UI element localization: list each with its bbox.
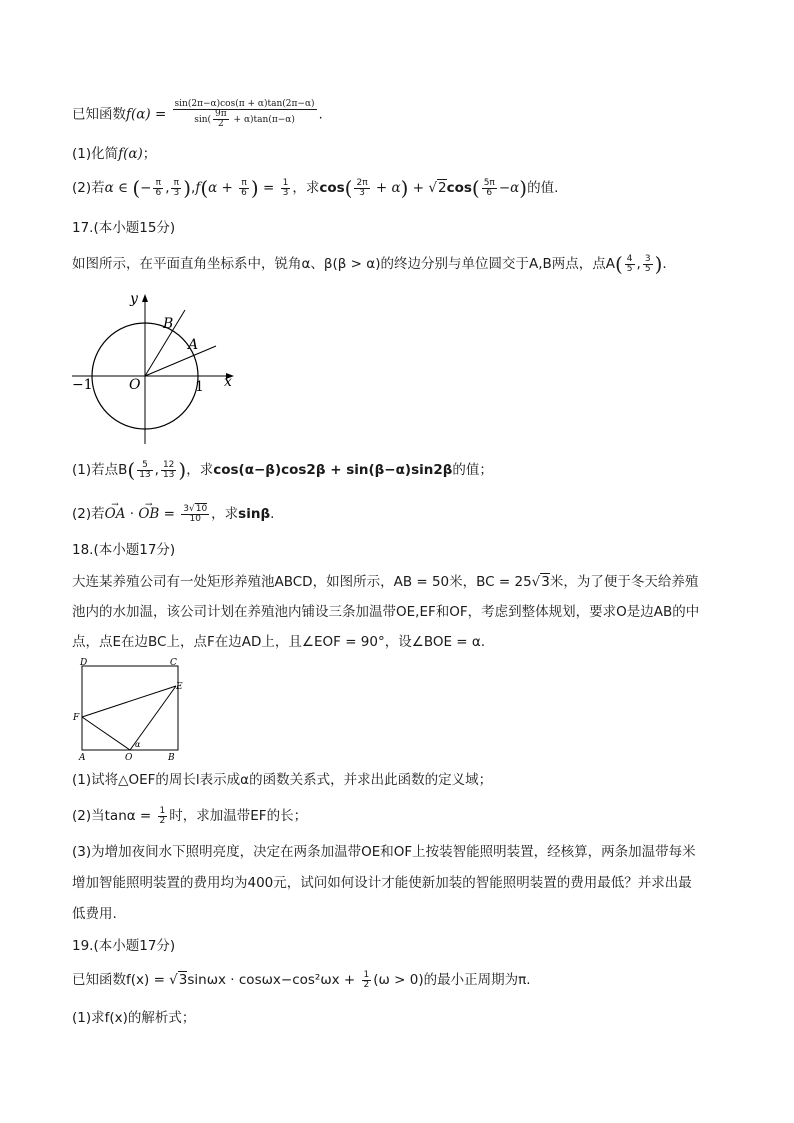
y-axis-arrow — [142, 294, 148, 302]
segment-fe — [82, 686, 176, 717]
unit-circle-figure — [68, 288, 248, 450]
label-f: F — [73, 713, 80, 723]
q17-part1: (1)若点B( $\frac{5}{13}$ , $\frac{12}{13}$ )，求cos(α−β)cos2β + sin(β−α)sin2β的值； — [72, 458, 493, 482]
label-d: D — [80, 658, 88, 668]
label-e: E — [176, 682, 183, 692]
q16-fraction: sin(2π−α)cos(π + α)tan(2π−α) sin( $\frac{9\pi}{2}$ + α)tan(π−α) — [174, 99, 315, 129]
q17-header: 17.(本小题15分) — [72, 220, 176, 236]
q16-definition: 已知函数f(α) = sin(2π−α)cos(π + α)tan(2π−α) sin( $\frac{9\pi}{2}$ + α)tan(π−α) . — [72, 99, 323, 129]
q17-stem: 如图所示，在平面直角坐标系中，锐角α、β(β > α)的终边分别与单位圆交于A,B两点，点A( $\frac{4}{5}$ , $\frac{3}{5}$ ). — [72, 252, 667, 276]
label-o: O — [125, 753, 133, 763]
label-alpha: α — [135, 740, 141, 749]
q17-part2: (2)若→ OA · → OB = $\frac{3√10}{10}$ ，求sinβ. — [72, 504, 274, 524]
q18-part1: (1)试将△OEF的周长l表示成α的函数关系式，并求出此函数的定义域； — [72, 772, 493, 788]
origin-label: O — [129, 377, 141, 393]
label-a: A — [79, 753, 86, 763]
q18-line3: 点，点E在边BC上，点F在边AD上，且∠EOF = 90°，设∠BOE = α. — [72, 634, 486, 650]
x-label: x — [224, 374, 232, 390]
q19-header: 19.(本小题17分) — [72, 938, 176, 954]
label-b: B — [168, 753, 175, 763]
neg-one-label: −1 — [72, 377, 93, 393]
q18-part3-line2: 增加智能照明装置的费用均为400元，试问如何设计才能使新加装的智能照明装置的费用最低？并求出最 — [72, 875, 692, 891]
q18-line2: 池内的水加温，该公司计划在养殖池内铺设三条加温带OE,EF和OF，考虑到整体规划，要求O是边AB的中 — [72, 604, 700, 620]
q19-stem: 已知函数f(x) = √3sinωx · cosωx−cos²ωx + $\frac{1}{2}$ (ω > 0)的最小正周期为π. — [72, 969, 531, 990]
q18-part3-line1: (3)为增加夜间水下照明亮度，决定在两条加温带OE和OF上按装智能照明装置，经核算，两条加温带每米 — [72, 844, 696, 860]
q18-header: 18.(本小题17分) — [72, 542, 176, 558]
rectangle-pool-figure — [72, 656, 192, 764]
q16-part1: (1)化简f(α)； — [72, 146, 157, 162]
q18-part2: (2)当tanα = $\frac{1}{2}$ 时，求加温带EF的长； — [72, 805, 308, 826]
one-label: 1 — [195, 379, 204, 395]
rectangle-abcd — [82, 666, 178, 750]
q18-part3-line3: 低费用. — [72, 906, 117, 922]
y-label: y — [130, 291, 138, 307]
segment-fo — [82, 717, 130, 750]
label-c: C — [170, 658, 177, 668]
q18-line1: 大连某养殖公司有一处矩形养殖池ABCD，如图所示，AB = 50米，BC = 25√3米，为了便于冬天给养殖 — [72, 574, 699, 590]
point-a-label: A — [188, 337, 199, 353]
point-b-label: B — [163, 316, 174, 332]
q16-part2: (2)若α ∈ (− $\frac{\pi}{6}$ , $\frac{\pi}{3}$ ),f(α + $\frac{\pi}{6}$ ) = $\frac{1}{3}$ ，求cos( $\frac{2\pi}{3}$ + α) + √2cos( $\frac{5\pi}{6}$ −α)的值. — [72, 176, 559, 200]
q19-part1: (1)求f(x)的解析式； — [72, 1010, 196, 1026]
ray-a — [145, 346, 216, 376]
